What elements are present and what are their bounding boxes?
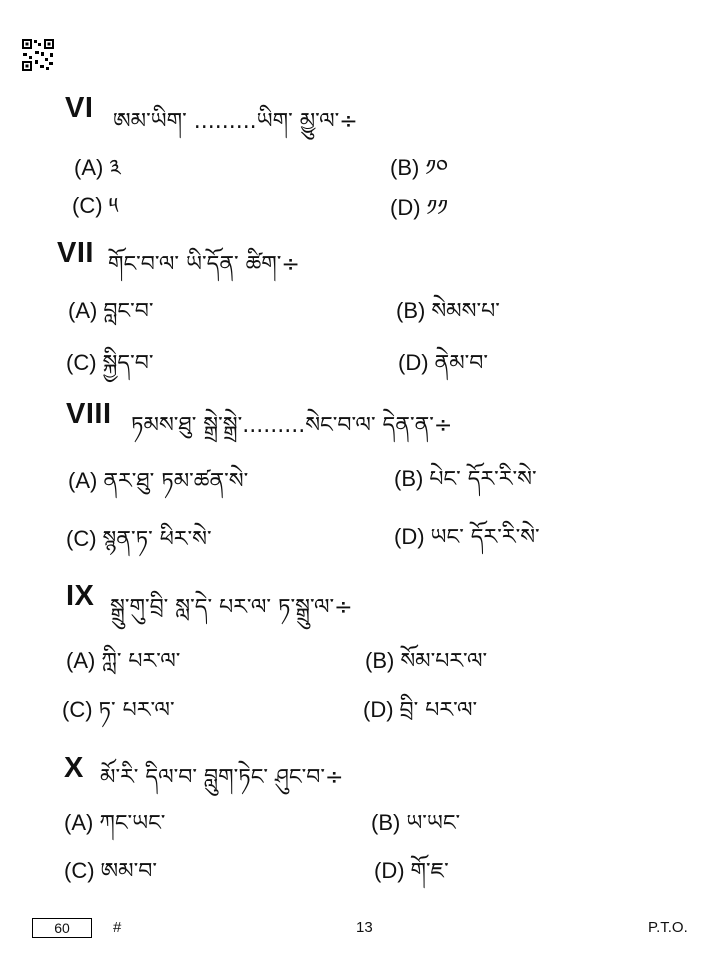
qr-code bbox=[21, 38, 55, 72]
option-text: སྐྱིད་བ་ bbox=[102, 351, 154, 376]
question-text: གོང་བ་ལ་ ཡི་དོན་ ཚིག་÷ bbox=[108, 252, 300, 277]
paper-code-box: 60 bbox=[32, 918, 92, 938]
option-label: (D) bbox=[398, 350, 429, 375]
option-text: ནེམ་བ་ bbox=[434, 351, 489, 376]
option-b bbox=[394, 454, 537, 516]
option-label: (B) bbox=[365, 648, 395, 673]
option-label: (C) bbox=[62, 697, 93, 722]
option-label: (B) bbox=[371, 810, 401, 835]
option-label: (D) bbox=[363, 697, 394, 722]
option-c bbox=[66, 514, 212, 576]
option-text: ༣ bbox=[109, 156, 121, 181]
question-number: VIII bbox=[66, 398, 112, 430]
option-label: (A) bbox=[66, 648, 96, 673]
option-label: (D) bbox=[394, 524, 425, 549]
option-text: ༥ bbox=[108, 194, 119, 219]
option-d bbox=[394, 512, 540, 574]
question-number: IX bbox=[66, 580, 95, 612]
option-label: (A) bbox=[68, 468, 98, 493]
page-number: 13 bbox=[356, 919, 373, 936]
option-c bbox=[64, 846, 157, 908]
question-number: X bbox=[64, 752, 84, 784]
question-number: VI bbox=[65, 92, 94, 124]
question-number: VII bbox=[57, 237, 94, 269]
option-text: བླང་བ་ bbox=[103, 299, 154, 324]
question-text: ཏམས་ཐུ་ སྒྲེ་སྒྲེ་.........སེང་བ་ལ་ དེན་ན་÷ bbox=[131, 413, 453, 438]
option-text: ཨམ་བ་ bbox=[100, 859, 157, 884]
option-label: (A) bbox=[68, 298, 98, 323]
option-d bbox=[374, 846, 449, 908]
option-text: ༡༡ bbox=[426, 196, 448, 221]
option-text: ༡༠ bbox=[425, 156, 449, 181]
question-text: ཨམ་ཡིག་ .........ཡིག་ མྱུ་ལ་÷ bbox=[113, 109, 358, 134]
option-label: (D) bbox=[390, 195, 421, 220]
option-c bbox=[62, 685, 175, 747]
option-label: (C) bbox=[66, 526, 97, 551]
option-label: (C) bbox=[64, 858, 95, 883]
option-c bbox=[66, 338, 153, 400]
option-label: (B) bbox=[394, 466, 424, 491]
option-d bbox=[363, 685, 477, 747]
option-d bbox=[390, 183, 448, 245]
option-text: བྲི་ པར་ལ་ bbox=[399, 698, 478, 723]
option-text: སེམས་པ་ bbox=[431, 299, 500, 324]
option-label: (B) bbox=[396, 298, 426, 323]
option-text: སོམ་པར་ལ་ bbox=[400, 649, 488, 674]
option-c bbox=[72, 181, 118, 243]
option-label: (A) bbox=[74, 155, 104, 180]
question-text: མོ་རི་ དིལ་བ་ བླུག་ཏེང་ ཤུང་བ་÷ bbox=[100, 765, 344, 790]
option-label: (C) bbox=[72, 193, 103, 218]
option-text: ཡང་ དོར་རི་སེ་ bbox=[430, 525, 540, 550]
option-label: (A) bbox=[64, 810, 94, 835]
option-text: ཀང་ཡང་ bbox=[99, 811, 166, 836]
option-text: ནར་ཐུ་ ཏམ་ཚན་སེ་ bbox=[103, 469, 249, 494]
option-a bbox=[68, 456, 248, 518]
hash-mark: # bbox=[113, 919, 122, 936]
option-text: པེང་ དོར་རི་སེ་ bbox=[429, 467, 537, 492]
option-text: སྙན་ཏ་ ཕིར་སེ་ bbox=[102, 527, 212, 552]
pto-label: P.T.O. bbox=[648, 919, 688, 936]
question-text: སྒྲུ་གུ་བྲི་ སླ་དེ་ པར་ལ་ ཏ་སྒྲུ་ལ་÷ bbox=[110, 595, 353, 620]
option-text: གོ་ཇ་ bbox=[410, 859, 449, 884]
option-text: ཀླི་ པར་ལ་ bbox=[101, 649, 181, 674]
option-d bbox=[398, 338, 488, 400]
option-label: (B) bbox=[390, 155, 420, 180]
option-text: ཡ་ཡང་ bbox=[406, 811, 461, 836]
option-label: (D) bbox=[374, 858, 405, 883]
option-label: (C) bbox=[66, 350, 97, 375]
option-text: ཏ་ པར་ལ་ bbox=[98, 698, 175, 723]
